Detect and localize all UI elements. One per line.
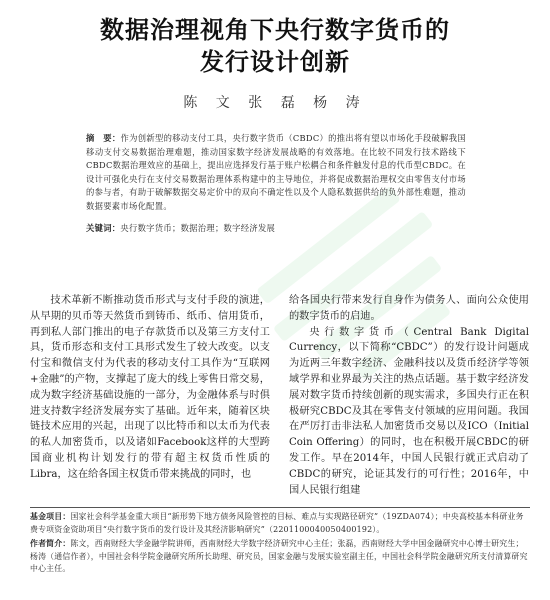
body-paragraph: 技术革新不断推动货币形式与支付手段的演进，从早期的贝币等天然货币到铸币、纸币、信用货币，再到私人部门推出的电子存款货币以及第三方支付工具，货币形态和支付工具形式发生了较大改变。以支付宝和微信支付为代表的移动支付工具作为“互联网+金融”的产物，支撑起了庞大的线上零售日常交易，成为数字经济基础设施的一部分，为金融体系与时俱进支持数字经济发展夯实了基础。近年来，随着区块链技术应用的兴起，出现了以比特币和以太币为代表的私人加密货币，以及诸如Facebook这样的大型跨国商业机构计划发行的带有超主权货币性质的Libra，这在给各国主权货币带来挑战的同时，也 bbox=[30, 295, 270, 480]
fund-footnote bbox=[30, 511, 530, 536]
abstract-text: 作为创新型的移动支付工具，央行数字货币（CBDC）的推出将有望以市场化手段破解我国移动支付交易数据治理难题，推动国家数字经济发展战略的有效落地。在比较不同发行技术路线下CBDC数据治理效应的基础上，提出应选择发行基于账户松耦合和条件触发付息的代币型CBDC。在设计可强化央行在支付交易数据治理体系构建中的主导地位，并将促成数据治理权交由零售支付市场的参与者，有助于破解数据交易定价中的双向不确定性以及个人隐私数据供给的负外部性难题，推动数据要素市场化配置。 bbox=[86, 133, 467, 211]
keywords-label: 关键词： bbox=[86, 223, 121, 233]
keywords bbox=[86, 222, 466, 235]
author-list: 陈 文 张 磊 杨 涛 bbox=[183, 95, 367, 111]
author-info-text: 陈文，西南财经大学金融学院讲师，西南财经大学数字经济研究中心主任；张磊，西南财经大学中国金融研究中心博士研究生；杨涛（通信作者），中国社会科学院金融研究所所长助理、研究员，国家金融与发展实验室副主任，中国社会科学院金融研究所支付清算研究中心主任。 bbox=[30, 539, 528, 574]
footnotes bbox=[30, 511, 530, 578]
fund-label: 基金项目： bbox=[30, 512, 71, 521]
author-info-label: 作者简介： bbox=[30, 539, 71, 549]
article-title-line-1: 数据治理视角下央行数字货币的 bbox=[100, 16, 450, 44]
body-column-left bbox=[30, 293, 270, 483]
abstract-label: 摘 要： bbox=[86, 133, 121, 143]
fund-text: 国家社会科学基金重大项目“新形势下地方债务风险管控的目标、难点与实现路径研究”（19ZDA074）；中央高校基本科研业务费专项资金资助项目“央行数字货币的发行设计及其经济影响研究”（2201100040050400192）。 bbox=[30, 512, 524, 534]
keywords-text: 央行数字货币；数据治理；数字经济发展 bbox=[120, 223, 276, 233]
author-footnote bbox=[30, 538, 530, 576]
body-paragraph: 央行数字货币（Central Bank Digital Currency，以下简称“CBDC”）的发行设计问题成为近两三年数字经济、金融科技以及货币经济学等领域学界和业界最为关注的热点话题。基于数字经济发展对数字货币持续创新的现实需求，多国央行正在积极研究CBDC及其在零售支付领域的应用问题。我国在严厉打击非法私人加密货币交易以及ICO（Initial Coin Offering）的同时，也在积极开展CBDC的研发工作。早在2014年，中国人民银行就正式启动了CBDC的研究，论证其发行的可行性；2016年，中国人民银行组建 bbox=[289, 326, 529, 496]
footnote-divider bbox=[30, 507, 530, 508]
body-paragraph: 给各国央行带来发行自身作为债务人、面向公众使用的数字货币的启迪。 bbox=[289, 295, 529, 322]
article-title-line-2: 发行设计创新 bbox=[200, 48, 350, 76]
abstract bbox=[86, 132, 466, 214]
body-column-right bbox=[289, 293, 529, 498]
